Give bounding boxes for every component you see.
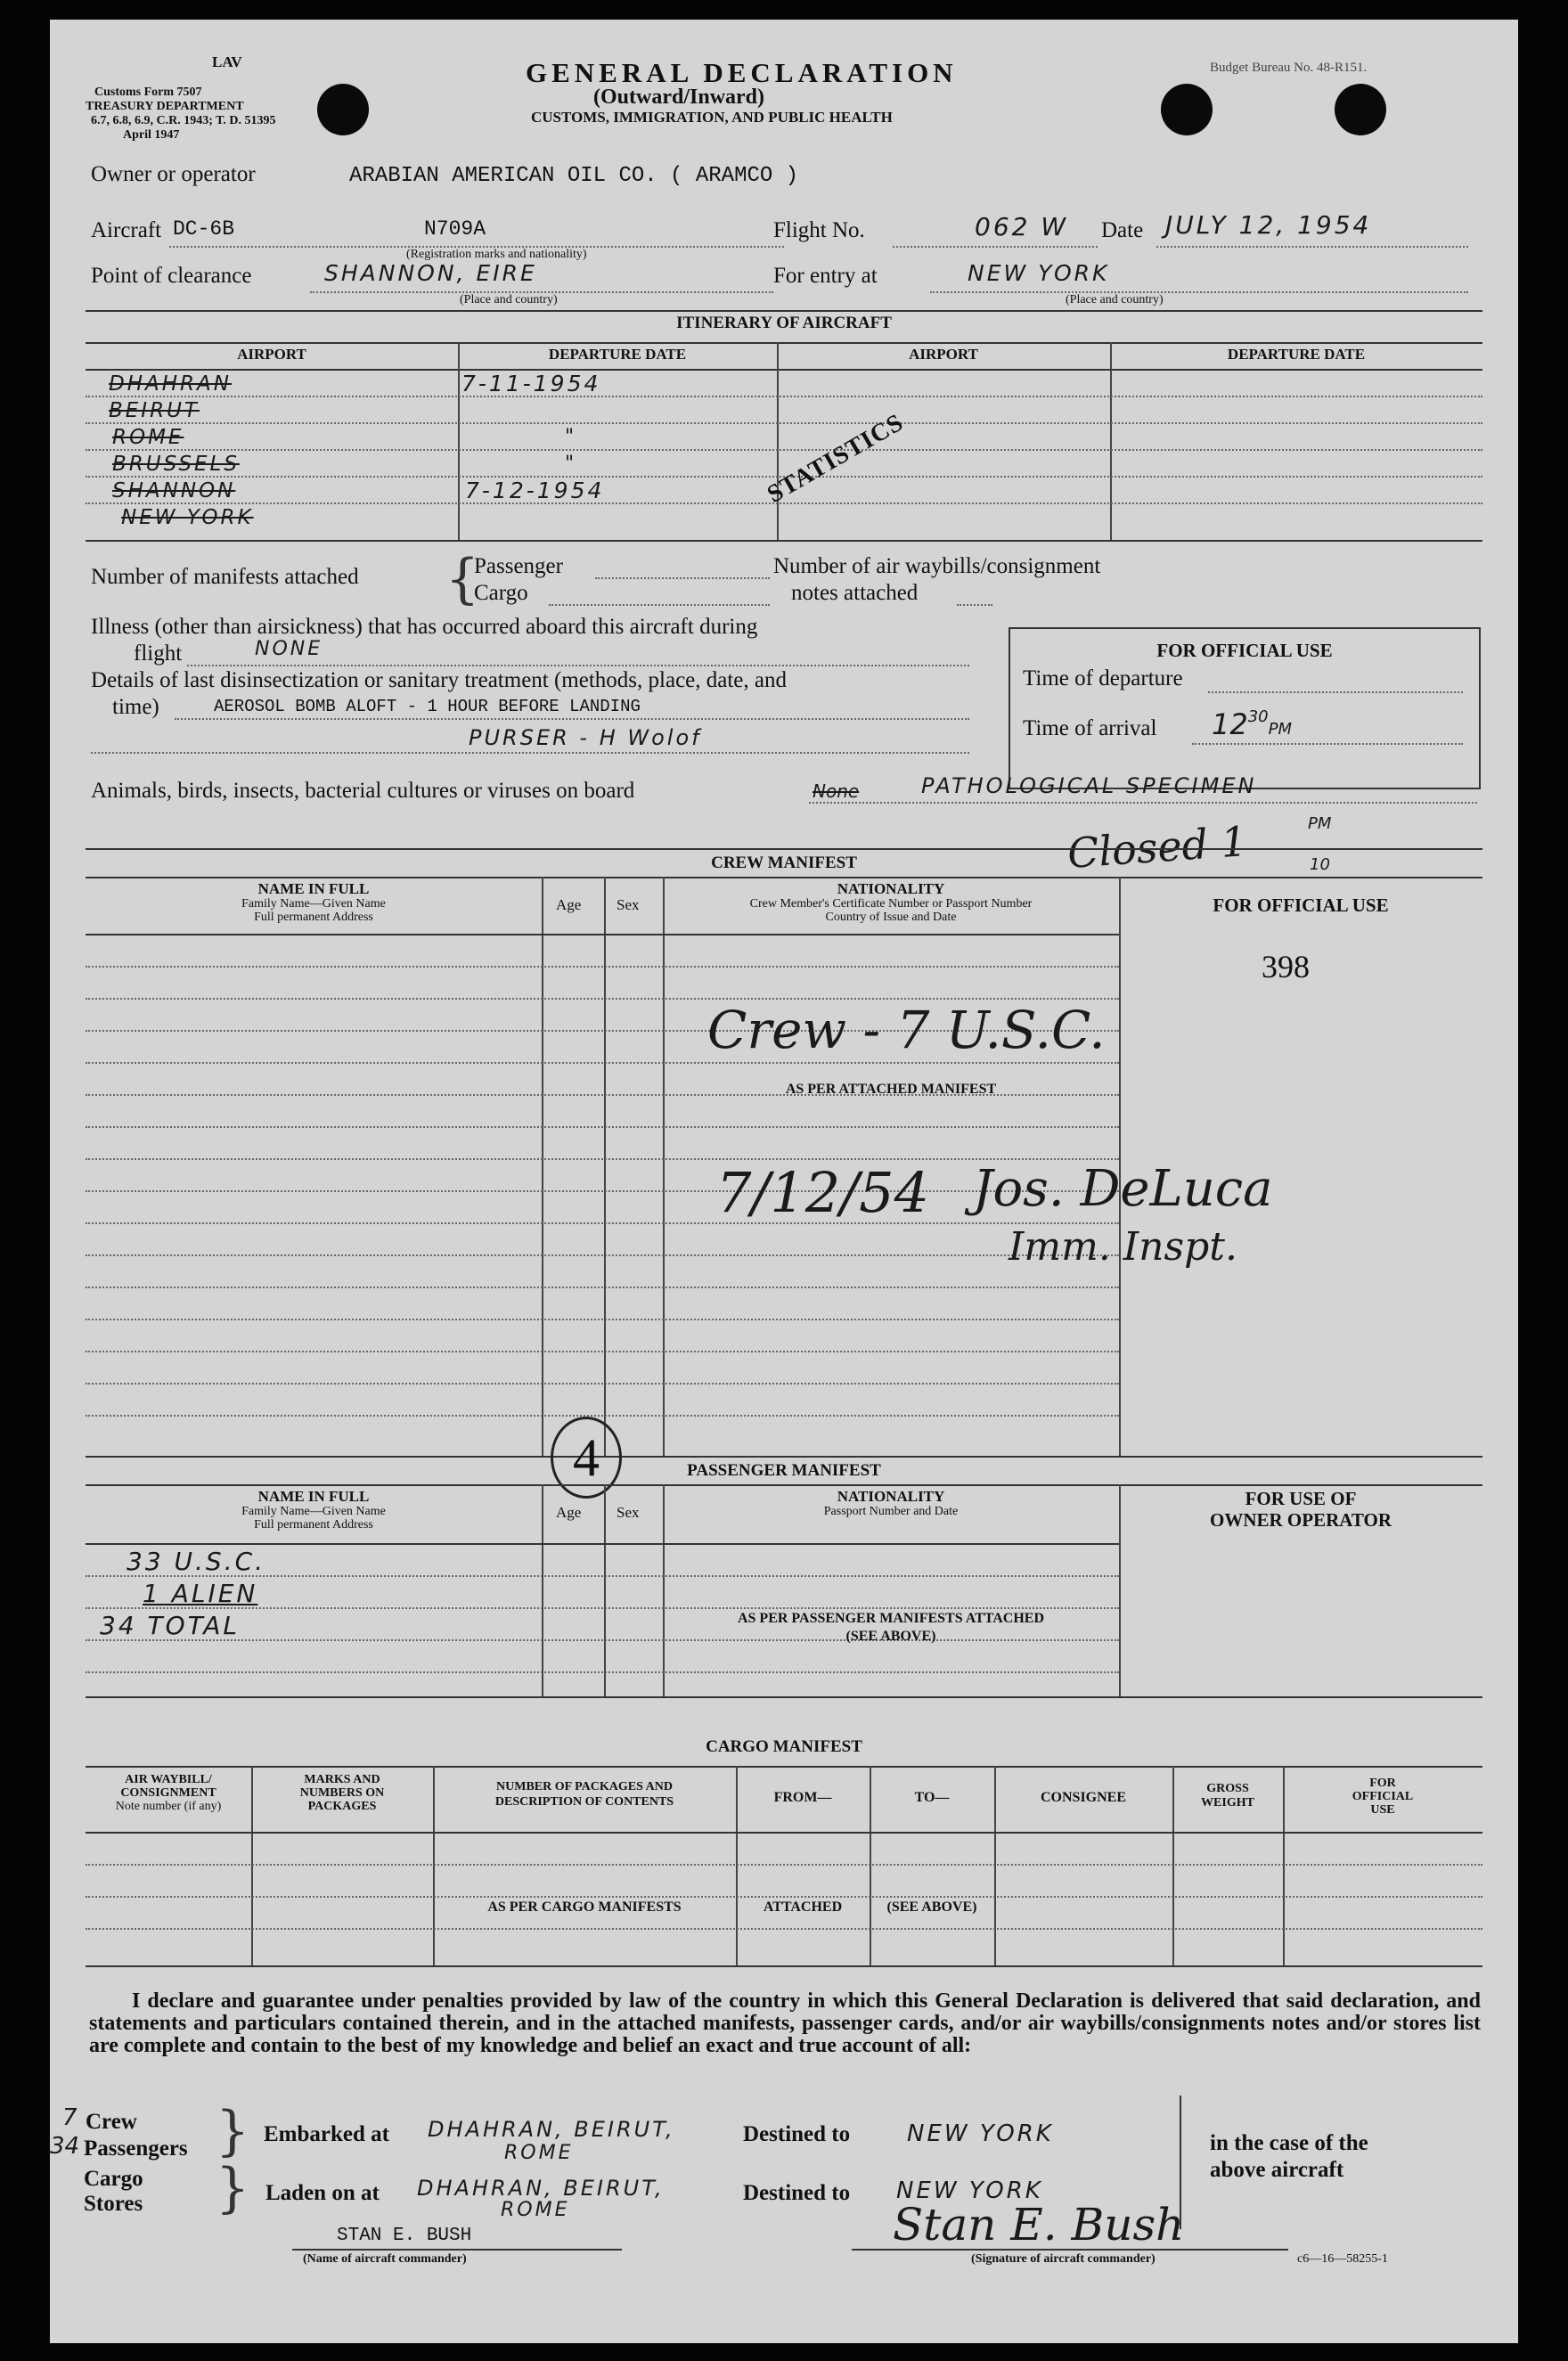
crew-address-sub: Full permanent Address <box>254 911 373 924</box>
page-subtitle: (Outward/Inward) <box>593 86 765 109</box>
closed-pm: PM <box>1308 814 1332 833</box>
printer-code: c6—16—58255-1 <box>1297 2252 1388 2266</box>
crew-official-header: FOR OFFICIAL USE <box>1213 895 1389 916</box>
entry-label: For entry at <box>773 264 878 288</box>
itinerary-header-airport-2: AIRPORT <box>909 346 978 363</box>
aircraft-type: DC-6B <box>173 217 235 241</box>
clearance-value: SHANNON, EIRE <box>324 260 537 286</box>
date-label: Date <box>1101 218 1144 242</box>
laden-value-2: ROME <box>501 2199 570 2221</box>
manifests-label: Number of manifests attached <box>91 565 359 589</box>
owner-use-header-2: OWNER OPERATOR <box>1210 1509 1392 1531</box>
crew-count: 7 <box>62 2104 78 2131</box>
form-regulation: 6.7, 6.8, 6.9, C.R. 1943; T. D. 51395 <box>91 114 276 127</box>
closed-note: Closed 1 <box>1066 817 1249 878</box>
commander-name-caption: (Name of aircraft commander) <box>303 2252 467 2266</box>
signature-caption: (Signature of aircraft commander) <box>971 2252 1156 2266</box>
clearance-caption: (Place and country) <box>460 293 558 306</box>
passenger-sex-header: Sex <box>617 1504 640 1521</box>
aircraft-label: Aircraft <box>91 218 162 242</box>
crew-as-per: AS PER ATTACHED MANIFEST <box>785 1082 997 1097</box>
statistics-stamp: STATISTICS <box>763 408 909 509</box>
closed-number: 10 <box>1310 855 1330 874</box>
case-text: in the case of the <box>1210 2131 1368 2155</box>
itinerary-date: 7-12-1954 <box>465 478 605 503</box>
manifests-brace: { <box>445 548 480 610</box>
case-text-2: above aircraft <box>1210 2158 1344 2182</box>
passenger-total: 34 TOTAL <box>100 1611 240 1640</box>
disinsect-method: AEROSOL BOMB ALOFT - 1 HOUR BEFORE LANDING <box>214 697 641 716</box>
declaration-brace-2: } <box>216 2157 250 2219</box>
manifest-passenger-label: Passenger <box>474 554 563 578</box>
crew-label: Crew <box>86 2110 137 2134</box>
budget-number: Budget Bureau No. 48-R151. <box>1210 61 1368 75</box>
owner-label: Owner or operator <box>91 162 256 186</box>
flight-date: JULY 12, 1954 <box>1165 210 1372 240</box>
passenger-title: PASSENGER MANIFEST <box>687 1461 881 1480</box>
punch-hole <box>1161 84 1213 135</box>
registration-caption: (Registration marks and nationality) <box>406 248 587 261</box>
crew-nationality-sub-2: Country of Issue and Date <box>825 911 957 924</box>
commander-signature: Stan E. Bush <box>893 2199 1185 2251</box>
illness-flight-label: flight <box>134 641 183 666</box>
illness-label: Illness (other than airsickness) that has occurred aboard this aircraft during <box>91 615 758 639</box>
itinerary-airport: ROME <box>112 426 184 449</box>
punch-hole <box>1335 84 1386 135</box>
cargo-header-from: FROM— <box>773 1790 832 1805</box>
destined-label-2: Destined to <box>743 2181 851 2205</box>
declaration-form: LAV Customs Form 7507 TREASURY DEPARTMENT 6.7, 6.8, 6.9, C.R. 1943; T. D. 51395 April 1947 GENERAL DECLARATION (Outward/Inward) CUSTOMS, IMMIGRATION, AND PUBLIC HEALTH Budget Bureau No. 48-R151. Owner or operator ARABIAN AMERICAN OIL CO. ( ARAMCO ) Aircraft DC-6B N709A (Registration marks and nationality) Flight No. 062 W Date JULY 12, 1954 Point of clearance SHANNON, EIRE (Place and country) For entry at NEW YORK (Place and country) ITINERARY OF AIRCRAFT AIRPORT DEPARTURE DATE AIRPORT DEPARTURE DATE DHAHRAN 7-11-1954 BEIRUT ROME " BRUSSELS " SHANNON 7-12-1954 NEW YORK STATISTICS Number of manifests attached { Passenger Cargo Number of air waybills/consignment notes attached Illness (other than airsickness) that has occurred aboard this aircraft during flight NONE Details of last disinsectization or sanitary treatment (methods, place, date, and time) AEROSOL BOMB ALOFT - 1 HOUR BEFORE LANDING PURSER - H Wolof FOR OFFICIAL USE Time of departure Time of arrival $12^{30}PM$ Animals, birds, insects, bacterial cultures or viruses on board None PATHOLOGICAL SPECIMEN Closed 1 PM 10 CREW MANIFEST NAME IN FULL Family Name—Given Name Full permanent Address Age Sex NATIONALITY Crew Member's Certificate Number or Passport Number Country of Issue and Date FOR OFFICIAL USE 398 Crew - 7 U.S.C. AS PER ATTACHED MANIFEST 7/12/54 Jos. DeLuca Imm. Inspt. PASSENGER MANIFEST 4 NAME IN FULL Family Name—Given Name Full permanent Address Age Sex NATIONALITY Passport Number and Date FOR USE OF OWNER OPERATOR 33 U.S.C. 1 ALIEN 34 TOTAL AS PER PASSENGER MANIFESTS ATTACHED (SEE ABOVE) CARGO MANIFEST AIR WAYBILL/ CONSIGNMENT Note number (if any) MARKS AND NUMBERS ON PACKAGES NUMBER OF PACKAGES AND DESCRIPTION OF CONTENTS FROM— TO— CONSIGNEE GROSS WEIGHT FOR OFFICIAL USE AS PER CARGO MANIFESTS ATTACHED (SEE ABOVE) I declare and guarantee under penalties provided by law of the country in which this General Declaration is delivered that said declaration, and statements and particulars contained therein, and in the attached manifests, passenger cards, and/or air waybills/consignments notes and/or stores list are complete and contain to the best of my knowledge and belief an exact and true account of all: 7 Crew 34 Passengers } Embarked at DHAHRAN, BEIRUT, ROME Destined to NEW YORK Cargo Stores } Laden on at DHAHRAN, BEIRUT, ROME Destined to NEW YORK in the case of the above aircraft STAN E. BUSH (Name of aircraft commander) Stan E. Bush (Signature of aircraft commander) c6—16—58255-1 <box>50 20 1518 2343</box>
manifest-cargo-label: Cargo <box>474 581 528 605</box>
owner-use-header: FOR USE OF <box>1245 1488 1357 1509</box>
crew-count-note: Crew - 7 U.S.C. <box>707 1000 1106 1060</box>
passenger-as-per: AS PER PASSENGER MANIFESTS ATTACHED <box>737 1611 1045 1626</box>
cargo-attached: ATTACHED <box>763 1899 843 1915</box>
crew-name-sub: Family Name—Given Name <box>241 897 386 911</box>
cargo-title: CARGO MANIFEST <box>706 1737 862 1756</box>
official-use-box <box>1009 627 1481 789</box>
cargo-header-to: TO— <box>914 1790 950 1805</box>
crew-official-number: 398 <box>1262 949 1310 984</box>
commander-name: STAN E. BUSH <box>337 2226 472 2246</box>
disinsect-time-label: time) <box>112 695 159 719</box>
itinerary-date: 7-11-1954 <box>461 371 601 396</box>
arrival-time: $12^{30}PM$ <box>1212 707 1293 741</box>
passengers-label: Passengers <box>84 2136 188 2161</box>
passenger-see-above: (SEE ABOVE) <box>845 1629 936 1644</box>
itinerary-date: " <box>565 453 577 475</box>
passenger-age-header: Age <box>556 1504 582 1521</box>
aircraft-registration: N709A <box>424 217 486 241</box>
crew-title: CREW MANIFEST <box>711 854 857 872</box>
crew-nationality-sub: Crew Member's Certificate Number or Passport Number <box>749 897 1033 911</box>
itinerary-airport: DHAHRAN <box>109 372 232 396</box>
itinerary-header-airport: AIRPORT <box>237 346 306 363</box>
crew-nationality-header: NATIONALITY <box>837 880 945 897</box>
clearance-label: Point of clearance <box>91 264 252 288</box>
inspector-title: Imm. Inspt. <box>1009 1224 1237 1270</box>
passenger-count: 34 <box>50 2133 80 2160</box>
inspector-signature: Jos. DeLuca <box>973 1160 1273 1218</box>
embarked-label: Embarked at <box>264 2122 389 2146</box>
laden-label: Laden on at <box>265 2181 380 2205</box>
passenger-aliens: 1 ALIEN <box>143 1579 258 1608</box>
destined-value: NEW YORK <box>907 2120 1054 2147</box>
embarked-value: DHAHRAN, BEIRUT, <box>428 2117 675 2142</box>
crew-age-header: Age <box>556 896 582 913</box>
departure-time-label: Time of departure <box>1023 666 1183 690</box>
embarked-value-2: ROME <box>504 2142 574 2164</box>
cargo-label: Cargo <box>84 2167 143 2191</box>
owner-value: ARABIAN AMERICAN OIL CO. ( ARAMCO ) <box>349 164 799 188</box>
form-number: Customs Form 7507 <box>94 86 202 99</box>
itinerary-airport: NEW YORK <box>121 506 254 529</box>
flight-number: 062 W <box>975 212 1069 241</box>
animals-struck: None <box>813 780 860 802</box>
itinerary-airport: BEIRUT <box>109 399 200 422</box>
destined-value-2: NEW YORK <box>896 2177 1043 2204</box>
inspector-date: 7/12/54 <box>716 1160 930 1225</box>
official-use-title: FOR OFFICIAL USE <box>1156 640 1333 661</box>
waybills-label: Number of air waybills/consignment <box>773 554 1101 578</box>
passenger-name-header: NAME IN FULL <box>257 1488 370 1505</box>
illness-value: NONE <box>255 638 323 660</box>
itinerary-airport: BRUSSELS <box>112 453 240 476</box>
page-title: GENERAL DECLARATION <box>526 57 958 88</box>
passenger-count-circle: 4 <box>551 1417 622 1499</box>
itinerary-header-departure: DEPARTURE DATE <box>548 346 687 363</box>
disinsect-purser: PURSER - H Wolof <box>469 725 702 750</box>
passenger-nationality-sub: Passport Number and Date <box>823 1505 959 1518</box>
itinerary-date: " <box>565 426 577 448</box>
cargo-see-above: (SEE ABOVE) <box>886 1899 977 1915</box>
declaration-brace: } <box>216 2100 250 2162</box>
animals-value: PATHOLOGICAL SPECIMEN <box>921 773 1257 798</box>
passenger-address-sub: Full permanent Address <box>254 1518 373 1532</box>
crew-sex-header: Sex <box>617 896 640 913</box>
declaration-text: I declare and guarantee under penalties provided by law of the country in which this General Declaration is delivered that said declaration, and statements and particulars contained therein, and in the attached manifests, passenger cards, and/or air waybills/consignments notes and/or stores list are complete and contain to the best of my knowledge and belief an exact and true account of all: <box>89 1989 1481 2057</box>
entry-caption: (Place and country) <box>1066 293 1164 306</box>
entry-value: NEW YORK <box>968 260 1110 286</box>
form-date: April 1947 <box>123 128 180 142</box>
arrival-time-label: Time of arrival <box>1023 716 1157 740</box>
initials: LAV <box>212 53 242 70</box>
form-department: TREASURY DEPARTMENT <box>86 100 244 113</box>
waybills-label-2: notes attached <box>791 581 919 605</box>
agencies: CUSTOMS, IMMIGRATION, AND PUBLIC HEALTH <box>531 109 893 126</box>
passenger-citizens: 33 U.S.C. <box>127 1547 266 1576</box>
crew-name-header: NAME IN FULL <box>257 880 370 897</box>
destined-label: Destined to <box>743 2122 851 2146</box>
stores-label: Stores <box>84 2192 143 2216</box>
animals-label: Animals, birds, insects, bacterial cultures or viruses on board <box>91 779 635 803</box>
passenger-name-sub: Family Name—Given Name <box>241 1505 386 1518</box>
punch-hole <box>317 84 369 135</box>
itinerary-title: ITINERARY OF AIRCRAFT <box>676 314 892 332</box>
itinerary-airport: SHANNON <box>112 479 236 502</box>
passenger-nationality-header: NATIONALITY <box>837 1488 945 1505</box>
cargo-as-per: AS PER CARGO MANIFESTS <box>487 1899 682 1915</box>
itinerary-header-departure-2: DEPARTURE DATE <box>1227 346 1366 363</box>
flight-label: Flight No. <box>773 218 865 242</box>
laden-value: DHAHRAN, BEIRUT, <box>417 2176 665 2201</box>
cargo-header-consignee: CONSIGNEE <box>1040 1790 1127 1805</box>
disinsect-label: Details of last disinsectization or sanitary treatment (methods, place, date, and <box>91 668 787 692</box>
